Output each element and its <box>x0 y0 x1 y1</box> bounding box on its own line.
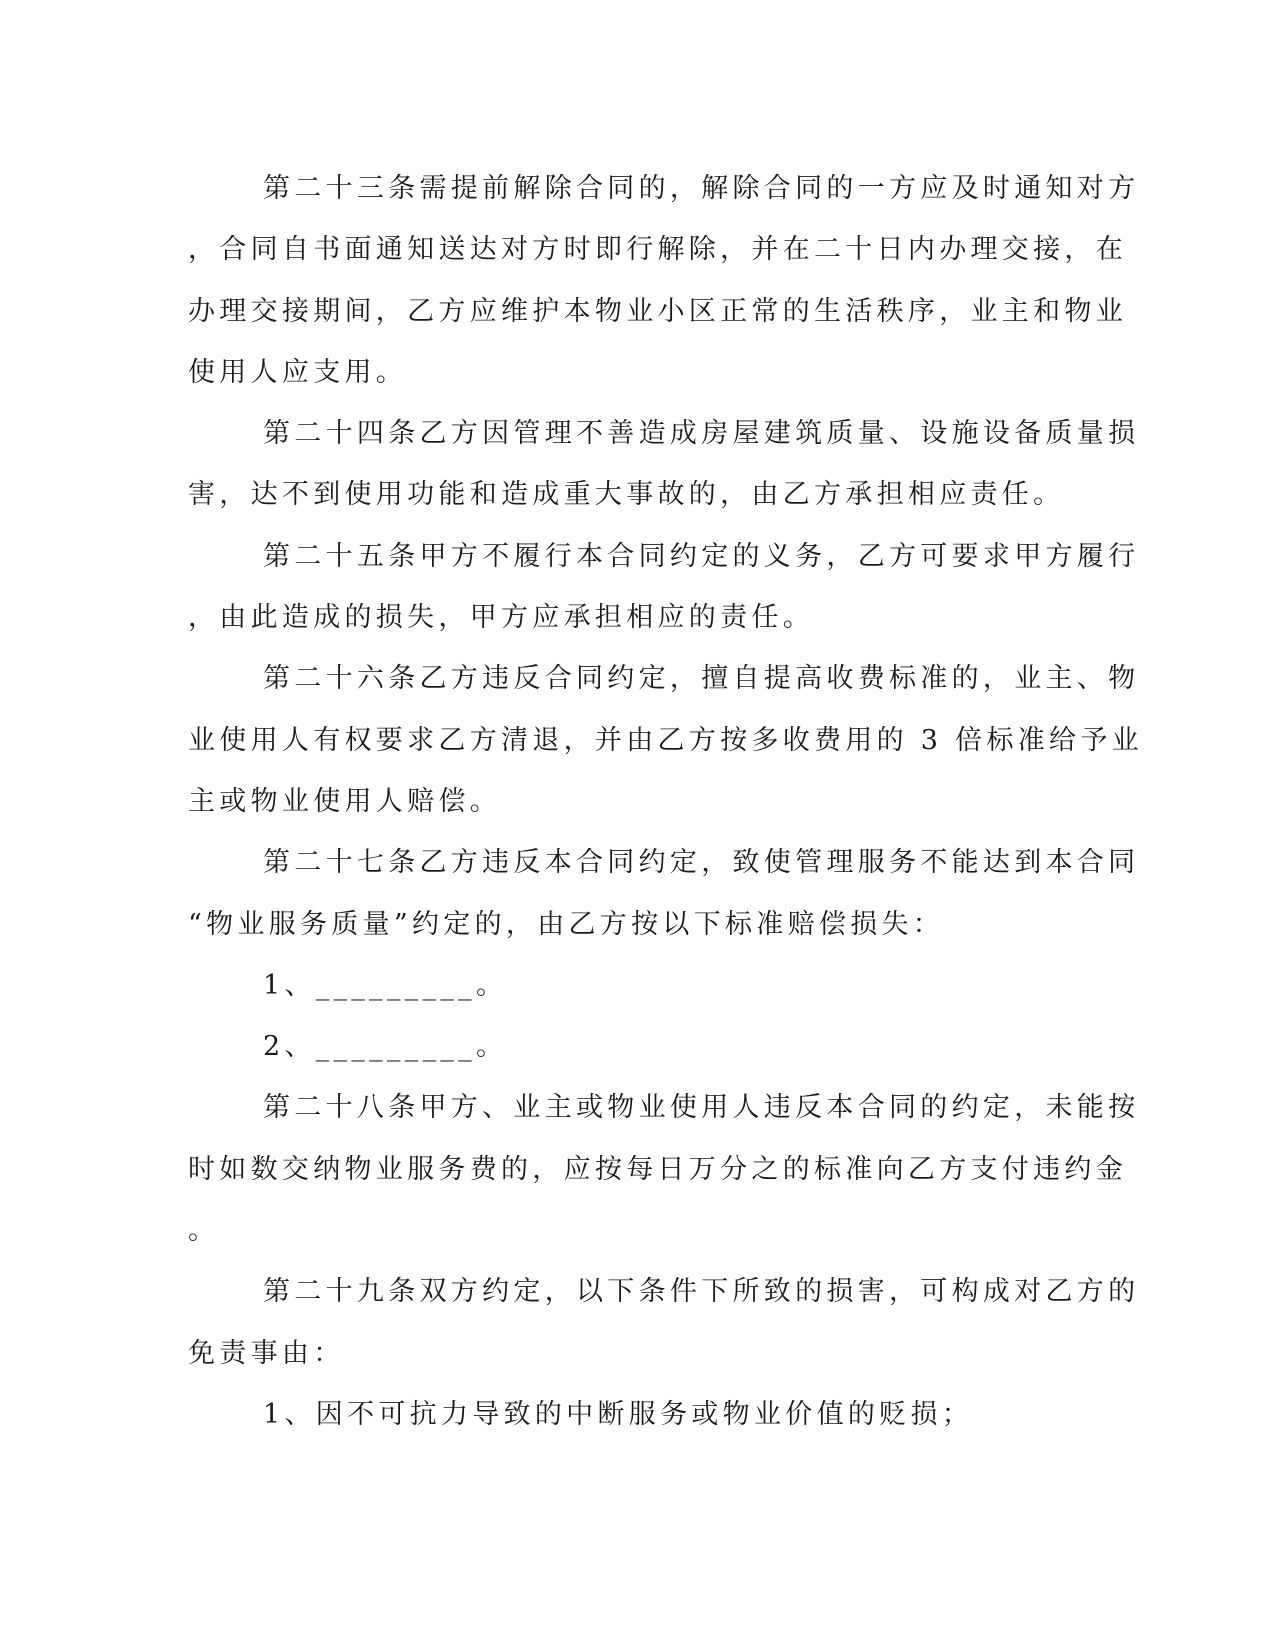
list-item: 1、_________。 <box>263 969 508 1001</box>
text-line: 免责事由： <box>188 1337 345 1369</box>
text-line: 办理交接期间，乙方应维护本物业小区正常的生活秩序，业主和物业 <box>188 295 1127 327</box>
document-page <box>188 158 1143 1445</box>
text-line: 第二十九条双方约定，以下条件下所致的损害，可构成对乙方的 <box>263 1276 1140 1308</box>
text-line: 第二十三条需提前解除合同的，解除合同的一方应及时通知对方 <box>263 173 1140 204</box>
text-line: 使用人应支用。 <box>188 356 408 388</box>
text-line: 第二十四条乙方因管理不善造成房屋建筑质量、设施设备质量损 <box>263 418 1140 450</box>
text-line: ，合同自书面通知送达对方时即行解除，并在二十日内办理交接，在 <box>188 234 1127 266</box>
text-line: 害，达不到使用功能和造成重大事故的，由乙方承担相应责任。 <box>188 479 1065 511</box>
text-line: “物业服务质量”约定的，由乙方按以下标准赔偿损失： <box>188 908 945 940</box>
text-line: ，由此造成的损失，甲方应承担相应的责任。 <box>188 602 814 634</box>
text-line: 业使用人有权要求乙方清退，并由乙方按多收费用的 3 倍标准给予业 <box>188 724 1143 756</box>
text-line: 时如数交纳物业服务费的，应按每日万分之的标准向乙方支付违约金 <box>188 1153 1127 1185</box>
list-item: 1、因不可抗力导致的中断服务或物业价值的贬损； <box>263 1398 974 1430</box>
text-line: 第二十七条乙方违反本合同约定，致使管理服务不能达到本合同 <box>263 847 1140 879</box>
text-line: 第二十八条甲方、业主或物业使用人违反本合同的约定，未能按 <box>263 1092 1140 1124</box>
text-line: 第二十六条乙方违反合同约定，擅自提高收费标准的，业主、物 <box>263 663 1140 695</box>
text-line: 第二十五条甲方不履行本合同约定的义务，乙方可要求甲方履行 <box>263 540 1140 572</box>
list-item: 2、_________。 <box>263 1031 508 1063</box>
text-line: 主或物业使用人赔偿。 <box>188 785 501 817</box>
text-line: 。 <box>188 1215 220 1247</box>
